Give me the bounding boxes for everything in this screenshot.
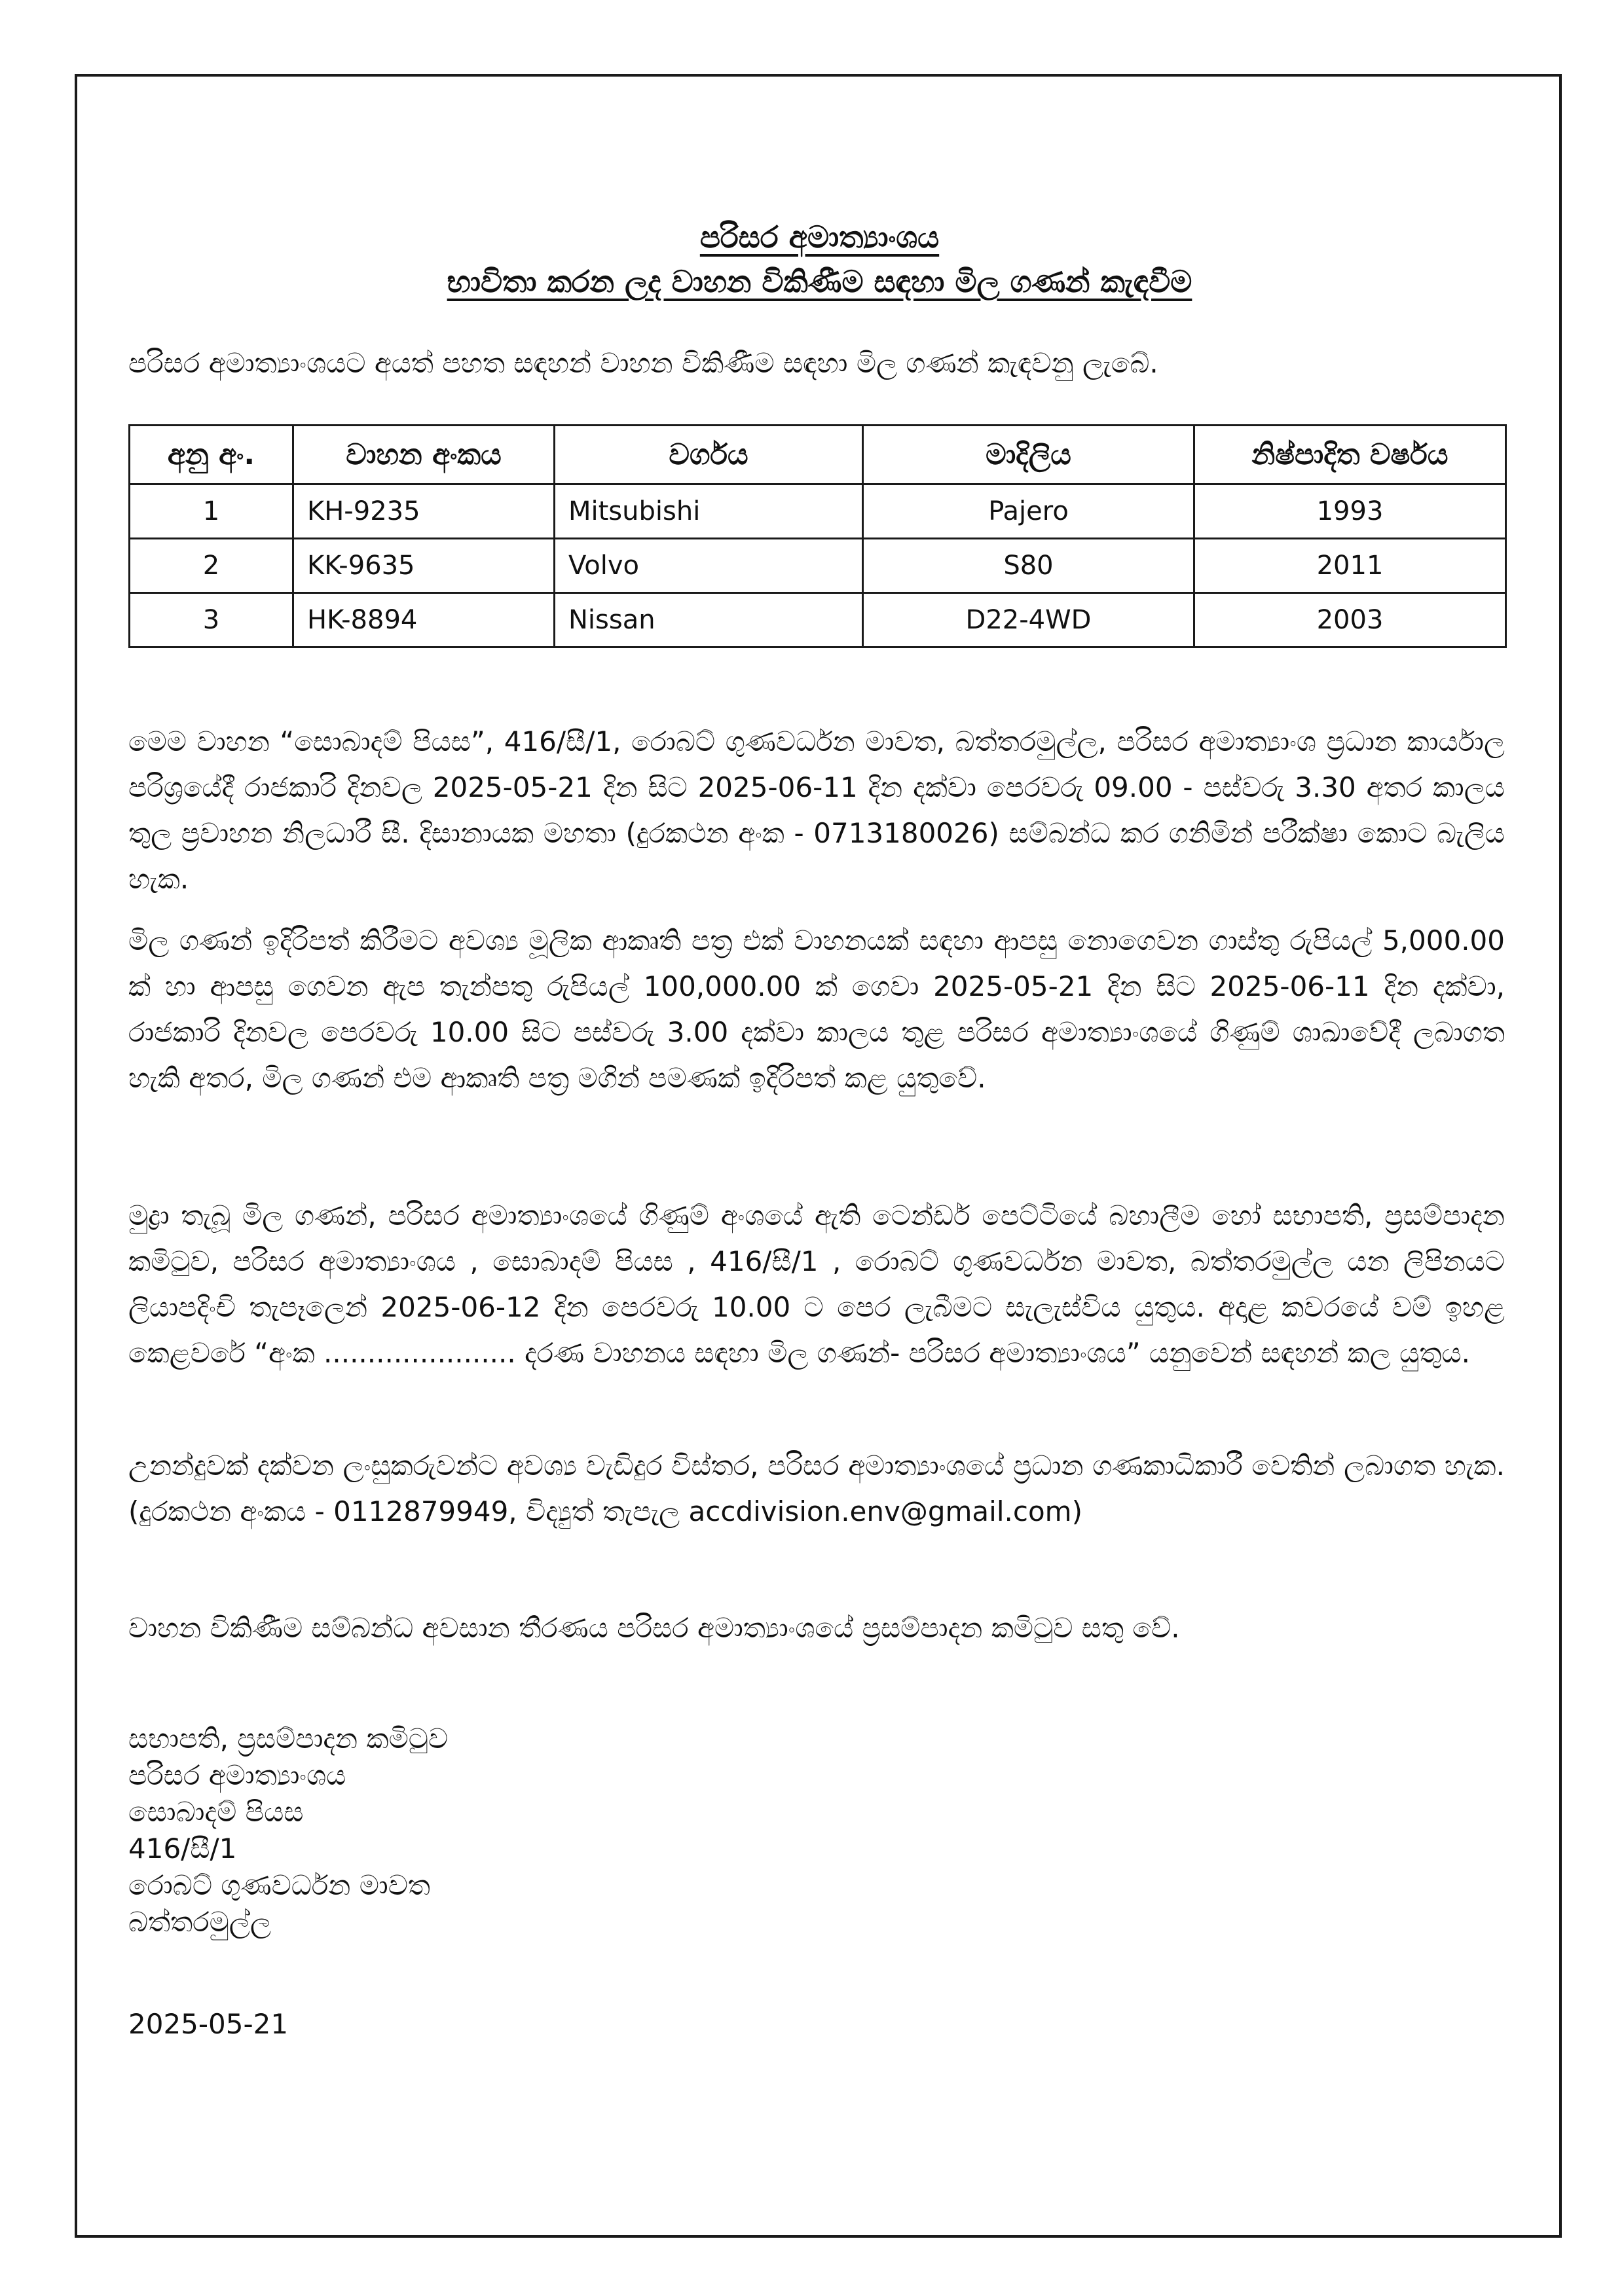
column-header-make: වර්ගය — [555, 426, 863, 484]
cell-serial: 3 — [130, 593, 293, 647]
signature-line: බත්තරමුල්ල — [128, 1906, 271, 1938]
notice-title: භාවිතා කරන ලද වාහන විකිණීම සඳහා මිල ගණන් කැඳවීම — [447, 264, 1192, 299]
signature-line: පරිසර අමාත්‍යාංශය — [128, 1759, 346, 1791]
notice-date: 2025-05-21 — [128, 2008, 289, 2040]
table-row — [130, 593, 1506, 647]
signature-line: රොබට් ගුණවර්ධන මාවත — [128, 1869, 431, 1901]
cell-model: D22-4WD — [863, 593, 1194, 647]
intro-text: පරිසර අමාත්‍යාංශයට අයත් පහත සඳහන් වාහන විකිණීම සඳහා මිල ගණන් කැඳවනු ලැබේ. — [128, 347, 1158, 379]
column-header-year: නිෂ්පාදිත වර්ෂය — [1194, 426, 1506, 484]
table-header-row — [130, 426, 1506, 484]
contact-paragraph: උනන්දුවක් දක්වන ලංසුකරුවන්ට අවශ්‍ය වැඩිදුර විස්තර, පරිසර අමාත්‍යාංශයේ ප්‍රධාන ගණකාධිකාරී වෙතින් ලබාගත හැක. (දුරකථන අංකය - 0112879949, විද්‍යුත් තැපැල accdivision.env@gmail.com) — [128, 1449, 1505, 1527]
cell-make: Nissan — [555, 593, 863, 647]
inspection-paragraph: මෙම වාහන “සොබාදම් පියස”, 416/සී/1, රොබට් ගුණවර්ධන මාවත, බත්තරමුල්ල, පරිසර අමාත්‍යාංශ ප්‍රධාන කාර්යාල පරිශ්‍රයේදී රාජකාරි දිනවල 2025-05-21 දින සිට 2025-06-11 දින දක්වා පෙරවරු 09.00 - පස්වරු 3.30 අතර කාලය තුල ප්‍රවාහන නිලධාරී සී. දිසානායක මහතා (දුරකථන අංක - 0713180026) සම්බන්ධ කර ගනිමින් පරීක්ෂා කොට බැලිය හැක. — [128, 725, 1505, 895]
table-row — [130, 484, 1506, 539]
table-row — [130, 539, 1506, 593]
cell-serial: 2 — [130, 539, 293, 593]
cell-year: 2003 — [1194, 593, 1506, 647]
cell-serial: 1 — [130, 484, 293, 539]
cell-vehicle-number: HK-8894 — [293, 593, 555, 647]
application-form-paragraph: මිල ගණන් ඉදිරිපත් කිරීමට අවශ්‍ය මූලික ආකෘති පත්‍ර එක් වාහනයක් සඳහා ආපසු නොගෙවන ගාස්තු රුපියල් 5,000.00 ක් හා ආපසු ගෙවන ඇප තැන්පතු රුපියල් 100,000.00 ක් ගෙවා 2025-05-21 දින සිට 2025-06-11 දින දක්වා, රාජකාරි දිනවල පෙරවරු 10.00 සිට පස්වරු 3.00 දක්වා කාලය තුළ පරිසර අමාත්‍යාංශයේ ගිණුම් ශාඛාවේදී ලබාගත හැකි අතර, මිල ගණන් එම ආකෘති පත්‍ර මගින් පමණක් ඉදිරිපත් කළ යුතුවේ. — [128, 924, 1505, 1094]
cell-year: 2011 — [1194, 539, 1506, 593]
signature-line: 416/සී/1 — [128, 1832, 237, 1865]
cell-vehicle-number: KH-9235 — [293, 484, 555, 539]
final-decision-paragraph: වාහන විකිණීම සම්බන්ධ අවසාන තීරණය පරිසර අමාත්‍යාංශයේ ප්‍රසම්පාදන කමිටුව සතු වේ. — [128, 1612, 1180, 1644]
cell-model: Pajero — [863, 484, 1194, 539]
submission-paragraph: මුද්‍රා තැබූ මිල ගණන්, පරිසර අමාත්‍යාංශයේ ගිණුම් අංශයේ ඇති ටෙන්ඩර් පෙට්ටියේ බහාලීම හෝ සභාපති, ප්‍රසම්පාදන කමිටුව, පරිසර අමාත්‍යාංශය , සොබාදම් පියස , 416/සී/1 , රොබට් ගුණවර්ධන මාවත, බත්තරමුල්ල යන ලිපිනයට ලියාපදිංචි තැපෑලෙන් 2025-06-12 දින පෙරවරු 10.00 ට පෙර ලැබීමට සැලැස්විය යුතුය. අදාළ කවරයේ වම් ඉහළ කෙළවරේ “අංක ...................... දරණ වාහනය සඳහා මිල ගණන්- පරිසර අමාත්‍යාංශය” යනුවෙන් සඳහන් කල යුතුය. — [128, 1199, 1505, 1369]
cell-make: Volvo — [555, 539, 863, 593]
column-header-serial: අනු අං. — [130, 426, 293, 484]
cell-model: S80 — [863, 539, 1194, 593]
signature-block — [128, 1721, 448, 1941]
ministry-heading: පරිසර අමාත්‍යාංශය — [699, 219, 940, 255]
signature-line: සොබාදම් පියස — [128, 1796, 304, 1828]
vehicle-table — [128, 424, 1507, 648]
cell-make: Mitsubishi — [555, 484, 863, 539]
cell-vehicle-number: KK-9635 — [293, 539, 555, 593]
column-header-model: මාදිලිය — [863, 426, 1194, 484]
signature-line: සභාපති, ප්‍රසම්පාදන කමිටුව — [128, 1722, 449, 1755]
cell-year: 1993 — [1194, 484, 1506, 539]
column-header-vehicle-number: වාහන අංකය — [293, 426, 555, 484]
